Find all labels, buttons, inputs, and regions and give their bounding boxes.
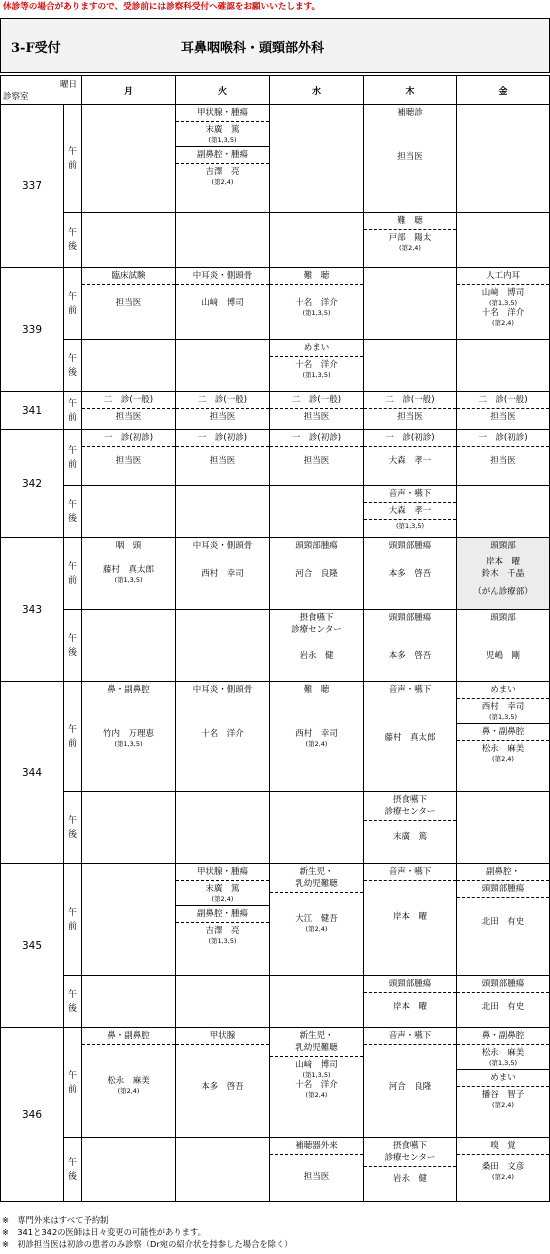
cell-337-am-tue	[176, 105, 270, 213]
doctor: 担当医	[490, 412, 516, 422]
specialty: 副鼻腔・腫瘍	[196, 150, 248, 160]
doctor: 担当医	[115, 298, 142, 308]
doctor: 担当医	[303, 412, 330, 422]
cell-346-am-tue	[176, 1028, 270, 1138]
specialty: 摂食嚥下	[392, 795, 427, 805]
specialty: 二 診(一般)	[291, 395, 342, 405]
cell-339-pm-fri	[457, 340, 550, 392]
week-note: (第1,3,5)	[488, 713, 518, 721]
doctor: 山﨑 博司	[201, 298, 244, 308]
row-344-am	[1, 682, 550, 792]
doctor: 末廣 篤	[205, 125, 240, 135]
room-label: 診察室	[3, 92, 29, 102]
cell-344-am-mon	[82, 682, 176, 792]
cell-342-am-thu	[364, 430, 457, 486]
specialty: 鼻・副鼻腔	[107, 1031, 150, 1041]
cell-345-pm-thu	[364, 976, 457, 1028]
doctor: 北田 有史	[481, 1002, 525, 1012]
cell-346-am-fri	[457, 1028, 550, 1138]
specialty: 鼻・副鼻腔	[107, 685, 150, 695]
cell-339-am-thu	[364, 268, 457, 340]
week-note: (第1,3,5)	[208, 136, 237, 144]
cell-345-am-thu	[364, 864, 457, 976]
specialty: 補聴診	[397, 108, 423, 118]
cell-344-am-tue	[176, 682, 270, 792]
specialty: めまい	[490, 1073, 516, 1083]
week-note: (第2,4)	[492, 755, 514, 763]
row-342-pm	[1, 486, 550, 538]
cell-344-am-thu	[364, 682, 457, 792]
doctor: 担当医	[303, 1172, 330, 1182]
doctor: 松永 麻美	[481, 744, 525, 754]
cell-345-am-mon	[82, 864, 176, 976]
row-342-am	[1, 430, 550, 486]
cell-337-pm-tue	[176, 213, 270, 268]
cell-343-pm-fri	[457, 610, 550, 682]
period-am: 午前	[64, 105, 82, 213]
doctor: 担当医	[490, 456, 516, 466]
cell-345-pm-mon	[82, 976, 176, 1028]
cell-341-am-thu	[364, 392, 457, 430]
doctor: 桑田 文彦	[481, 1162, 525, 1172]
period-am: 午前	[64, 430, 82, 486]
cell-343-am-mon	[82, 538, 176, 610]
doctor: 岸本 曜	[485, 557, 520, 567]
cell-344-am-wed	[270, 682, 364, 792]
week-note: (第2,4)	[211, 178, 234, 186]
cell-342-pm-fri	[457, 486, 550, 538]
cell-337-am-thu	[364, 105, 457, 213]
specialty: 頭頸部	[490, 613, 516, 623]
cell-343-am-thu	[364, 538, 457, 610]
doctor: 十名 洋介	[481, 308, 525, 318]
week-note: (第1,3,5)	[488, 1059, 518, 1067]
week-note: (第2,4)	[211, 895, 234, 903]
specialty: 音声・嚥下	[388, 867, 432, 877]
doctor: 十名 洋介	[295, 1080, 338, 1090]
department-title: 耳鼻咽喉科・頭頸部外科	[181, 41, 325, 56]
doctor: 担当医	[303, 456, 330, 466]
specialty: 乳幼児難聴	[295, 879, 338, 889]
specialty: めまい	[303, 343, 330, 353]
cell-345-pm-wed	[270, 976, 364, 1028]
week-note: (第2,4)	[117, 1087, 140, 1095]
room-342: 342	[1, 430, 64, 538]
specialty: 一 診(初診)	[197, 433, 248, 443]
row-346-pm	[1, 1138, 550, 1202]
specialty: 摂食嚥下	[392, 1141, 427, 1151]
doctor: 松永 麻美	[107, 1076, 150, 1086]
cell-344-am-fri	[457, 682, 550, 792]
week-note: (第1,3,5)	[114, 740, 143, 748]
doctor: 吉澤 亮	[205, 926, 240, 936]
week-note: (第2,4)	[492, 319, 514, 327]
doctor: 担当医	[209, 412, 236, 422]
period-am: 午前	[64, 1028, 82, 1138]
period-am: 午前	[64, 538, 82, 610]
doctor: 大森 孝一	[388, 456, 432, 466]
weekday-label: 曜日	[59, 80, 77, 90]
specialty: 中耳炎・側頭骨	[192, 271, 253, 281]
period-am: 午前	[64, 268, 82, 340]
schedule-table	[0, 75, 550, 1202]
day-tue: 火	[176, 76, 270, 105]
specialty: 新生児・	[299, 867, 334, 877]
row-341-am	[1, 392, 550, 430]
room-346: 346	[1, 1028, 64, 1202]
room-345: 345	[1, 864, 64, 1028]
specialty: 副鼻腔・	[485, 867, 520, 877]
cell-339-pm-wed	[270, 340, 364, 392]
specialty: めまい	[490, 685, 516, 695]
week-note: (第2,4)	[305, 740, 328, 748]
week-note: (第1,3,5)	[302, 371, 331, 379]
cell-342-am-mon	[82, 430, 176, 486]
specialty: 甲状腺・腫瘍	[196, 867, 248, 877]
doctor: 戸部 陽太	[388, 233, 432, 243]
period-pm: 午後	[64, 213, 82, 268]
doctor: 西村 幸司	[295, 729, 338, 739]
cell-342-pm-thu	[364, 486, 457, 538]
specialty: 鼻・副鼻腔	[481, 727, 525, 737]
specialty: 二 診(一般)	[478, 395, 528, 405]
cell-346-pm-tue	[176, 1138, 270, 1202]
cell-344-pm-wed	[270, 792, 364, 864]
doctor: 山﨑 博司	[481, 288, 525, 298]
doctor: 西村 幸司	[481, 702, 525, 712]
cell-341-am-fri	[457, 392, 550, 430]
specialty: 頭頸部腫瘍	[388, 979, 432, 989]
row-343-am	[1, 538, 550, 610]
week-note: (第1,3,5)	[395, 522, 425, 530]
specialty: 甲状腺	[209, 1031, 236, 1041]
doctor: 藤村 真太郎	[102, 565, 154, 575]
week-note: (第1,3,5)	[488, 299, 518, 307]
footnotes	[2, 1214, 293, 1250]
period-am: 午前	[64, 864, 82, 976]
doctor: 岸本 曜	[392, 912, 427, 922]
cell-339-am-wed	[270, 268, 364, 340]
specialty: 二 診(一般)	[385, 395, 435, 405]
row-344-pm	[1, 792, 550, 864]
cell-339-am-tue	[176, 268, 270, 340]
cell-341-am-mon	[82, 392, 176, 430]
specialty: 一 診(初診)	[478, 433, 528, 443]
week-note: (第2,4)	[399, 244, 421, 252]
doctor: 担当医	[397, 412, 423, 422]
period-pm: 午後	[64, 486, 82, 538]
specialty: 副鼻腔・腫瘍	[196, 909, 248, 919]
cell-342-am-tue	[176, 430, 270, 486]
doctor: 担当医	[209, 456, 236, 466]
week-note: (第1,3,5)	[114, 576, 143, 584]
row-345-am	[1, 864, 550, 976]
cell-343-am-fri	[457, 538, 550, 610]
doctor: 播谷 智子	[481, 1090, 525, 1100]
cell-343-pm-wed	[270, 610, 364, 682]
specialty: 二 診(一般)	[103, 395, 154, 405]
doctor: 吉澤 亮	[205, 167, 240, 177]
cell-344-pm-thu	[364, 792, 457, 864]
cell-339-pm-thu	[364, 340, 457, 392]
cell-341-am-wed	[270, 392, 364, 430]
notice-text: 休診等の場合がありますので、受診前には診察科受付へ確認をお願いいたします。	[3, 2, 321, 12]
specialty: 音声・嚥下	[388, 1031, 432, 1041]
week-note: (第2,4)	[492, 1101, 514, 1109]
cell-346-pm-wed	[270, 1138, 364, 1202]
cell-346-pm-thu	[364, 1138, 457, 1202]
row-343-pm	[1, 610, 550, 682]
doctor: 大江 健吾	[295, 914, 338, 924]
doctor: 担当医	[115, 456, 142, 466]
footnote: ※ 341と342の医師は日々変更の可能性があります。	[2, 1227, 206, 1237]
specialty: 中耳炎・側頭骨	[192, 541, 253, 551]
cell-344-pm-tue	[176, 792, 270, 864]
row-345-pm	[1, 976, 550, 1028]
doctor: 北田 有史	[481, 917, 525, 927]
cell-339-am-fri	[457, 268, 550, 340]
cell-343-am-wed	[270, 538, 364, 610]
cell-343-pm-tue	[176, 610, 270, 682]
doctor: 鈴木 千晶	[481, 569, 525, 579]
cell-337-pm-wed	[270, 213, 364, 268]
doctor: 本多 啓吾	[388, 569, 432, 579]
specialty: 難 聴	[303, 685, 330, 695]
doctor: 十名 洋介	[201, 729, 244, 739]
page-header	[0, 18, 550, 73]
cell-346-am-wed	[270, 1028, 364, 1138]
specialty: 頭頸部腫瘍	[388, 541, 432, 551]
doctor: 岸本 曜	[392, 1002, 427, 1012]
specialty: 音声・嚥下	[388, 685, 432, 695]
reception-label: 3-F受付	[11, 41, 61, 56]
specialty: 頭頸部腫瘍	[481, 884, 525, 894]
cell-342-pm-mon	[82, 486, 176, 538]
specialty: 頭頸部腫瘍	[295, 541, 338, 551]
cell-343-pm-thu	[364, 610, 457, 682]
doctor: 本多 啓吾	[388, 651, 432, 661]
doctor: 末廣 篤	[392, 832, 427, 842]
specialty: 嗅 覚	[490, 1141, 516, 1151]
week-note: (第2,4)	[305, 925, 328, 933]
day-mon: 月	[82, 76, 176, 105]
row-339-am	[1, 268, 550, 340]
period-pm: 午後	[64, 792, 82, 864]
doctor: 大森 孝一	[388, 506, 432, 516]
doctor: 松永 麻美	[481, 1048, 525, 1058]
specialty: 診療センター	[384, 1153, 436, 1163]
week-note: (第1,3,5)	[208, 937, 237, 945]
period-am: 午前	[64, 392, 82, 430]
specialty: 乳幼児難聴	[295, 1043, 338, 1053]
room-339: 339	[1, 268, 64, 392]
period-am: 午前	[64, 682, 82, 792]
specialty: 一 診(初診)	[103, 433, 154, 443]
doctor: 十名 洋介	[295, 298, 338, 308]
day-thu: 木	[364, 76, 457, 105]
doctor: 岩永 健	[299, 651, 334, 661]
doctor: 担当医	[115, 412, 142, 422]
room-344: 344	[1, 682, 64, 864]
room-337: 337	[1, 105, 64, 268]
specialty: 咽 頭	[115, 541, 142, 551]
cell-342-am-fri	[457, 430, 550, 486]
footnote: ※ 専門外来はすべて予約制	[2, 1215, 109, 1225]
cell-337-am-fri	[457, 105, 550, 213]
cell-337-pm-fri	[457, 213, 550, 268]
day-fri: 金	[457, 76, 550, 105]
cell-344-pm-mon	[82, 792, 176, 864]
specialty: 難 聴	[397, 216, 423, 226]
week-note: (第2,4)	[305, 1091, 328, 1099]
doctor: 本多 啓吾	[201, 1082, 244, 1092]
doctor: 十名 洋介	[295, 360, 338, 370]
cell-346-pm-fri	[457, 1138, 550, 1202]
specialty: 頭頸部腫瘍	[481, 979, 525, 989]
cell-345-pm-fri	[457, 976, 550, 1028]
specialty: 新生児・	[299, 1031, 334, 1041]
specialty: 臨床試験	[111, 271, 146, 281]
week-note: (第1,3,5)	[302, 1071, 331, 1079]
cell-343-am-tue	[176, 538, 270, 610]
cell-346-pm-mon	[82, 1138, 176, 1202]
specialty: 音声・嚥下	[388, 489, 432, 499]
period-pm: 午後	[64, 610, 82, 682]
cell-337-pm-mon	[82, 213, 176, 268]
doctor: 河合 良隆	[295, 569, 338, 579]
cell-342-am-wed	[270, 430, 364, 486]
period-pm: 午後	[64, 340, 82, 392]
row-346-am	[1, 1028, 550, 1138]
cell-341-am-tue	[176, 392, 270, 430]
period-pm: 午後	[64, 976, 82, 1028]
doctor: 西村 幸司	[201, 569, 244, 579]
doctor: 竹内 万理恵	[102, 729, 154, 739]
cell-342-pm-wed	[270, 486, 364, 538]
doctor: 担当医	[397, 152, 423, 162]
specialty: 補聴器外来	[295, 1141, 338, 1151]
cell-337-pm-thu	[364, 213, 457, 268]
day-wed: 水	[270, 76, 364, 105]
cell-345-am-tue	[176, 864, 270, 976]
row-339-pm	[1, 340, 550, 392]
specialty: 難 聴	[303, 271, 330, 281]
room-341: 341	[1, 392, 64, 430]
header-row	[1, 76, 550, 105]
doctor: 藤村 真太郎	[384, 733, 436, 743]
room-343: 343	[1, 538, 64, 682]
specialty: 診療センター	[291, 625, 342, 635]
cell-346-am-thu	[364, 1028, 457, 1138]
specialty: 二 診(一般)	[197, 395, 248, 405]
specialty: 中耳炎・側頭骨	[192, 685, 253, 695]
cell-339-pm-mon	[82, 340, 176, 392]
period-pm: 午後	[64, 1138, 82, 1202]
specialty: 一 診(初診)	[291, 433, 342, 443]
cell-337-am-wed	[270, 105, 364, 213]
cell-339-am-mon	[82, 268, 176, 340]
doctor: 岩永 健	[392, 1174, 427, 1184]
doctor: 山﨑 博司	[295, 1060, 338, 1070]
cell-344-pm-fri	[457, 792, 550, 864]
cell-343-pm-mon	[82, 610, 176, 682]
cell-345-pm-tue	[176, 976, 270, 1028]
week-note: (第2,4)	[492, 1173, 514, 1181]
specialty: 甲状腺・腫瘍	[196, 108, 248, 118]
cell-345-am-fri	[457, 864, 550, 976]
week-note: (第1,3,5)	[302, 309, 331, 317]
row-337-am	[1, 105, 550, 213]
cell-342-pm-tue	[176, 486, 270, 538]
corner-cell	[1, 76, 82, 105]
specialty: 診療センター	[384, 807, 436, 817]
row-337-pm	[1, 213, 550, 268]
footnote: ※ 初診担当医は初診の患者のみ診察（Dr宛の紹介状を持参した場合を除く）	[2, 1239, 293, 1249]
department-note: （がん診療部）	[473, 587, 533, 597]
doctor: 末廣 篤	[205, 884, 240, 894]
cell-339-pm-tue	[176, 340, 270, 392]
specialty: 摂食嚥下	[299, 613, 334, 623]
doctor: 河合 良隆	[388, 1082, 432, 1092]
specialty: 鼻・副鼻腔	[481, 1031, 525, 1041]
specialty: 一 診(初診)	[385, 433, 435, 443]
cell-337-am-mon	[82, 105, 176, 213]
cell-345-am-wed	[270, 864, 364, 976]
specialty: 人工内耳	[485, 271, 520, 281]
cell-346-am-mon	[82, 1028, 176, 1138]
specialty: 頭頸部	[490, 541, 516, 551]
specialty: 頭頸部腫瘍	[388, 613, 432, 623]
doctor: 児嶋 剛	[485, 651, 520, 661]
